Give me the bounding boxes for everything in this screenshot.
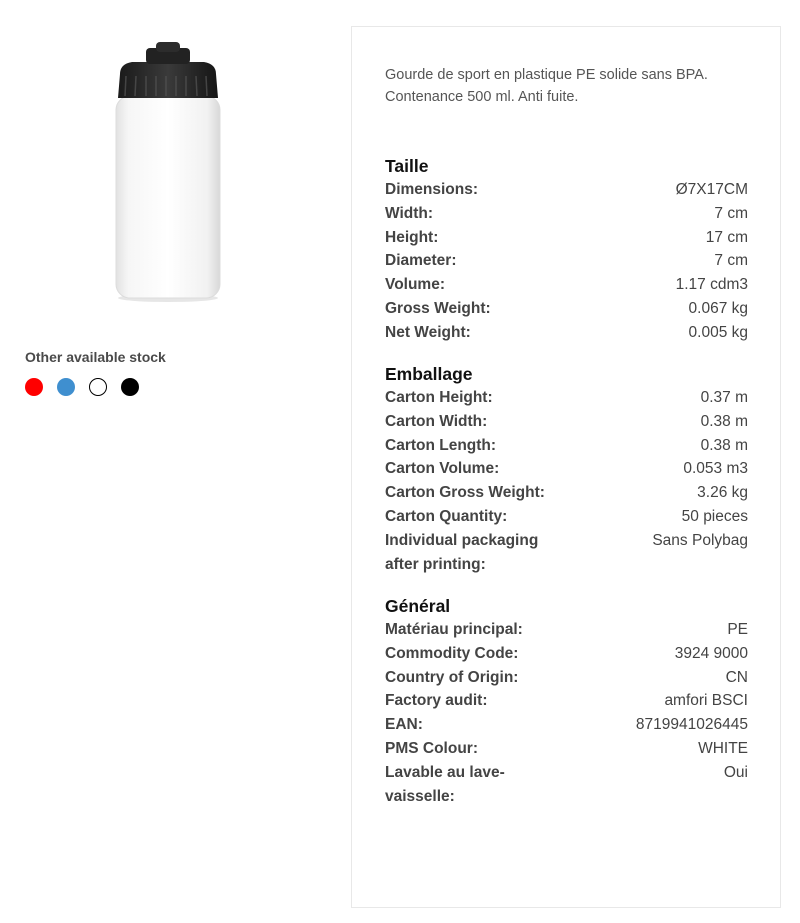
- spec-value: 17 cm: [705, 228, 748, 246]
- spec-row: [385, 386, 748, 410]
- spec-row: [385, 529, 748, 577]
- spec-value: 0.005 kg: [688, 323, 748, 341]
- swatch-red[interactable]: [25, 378, 43, 396]
- spec-label: Height:: [385, 228, 439, 246]
- spec-label: Commodity Code:: [385, 644, 519, 662]
- spec-label: Country of Origin:: [385, 668, 519, 686]
- spec-label: Carton Quantity:: [385, 507, 508, 525]
- spec-label: Carton Height:: [385, 389, 493, 406]
- spec-value: 0.067 kg: [688, 299, 748, 317]
- spec-row: [385, 481, 748, 505]
- spec-value: Ø7X17CM: [675, 181, 748, 198]
- spec-value: 1.17 cdm3: [675, 276, 748, 294]
- spec-value: 0.053 m3: [683, 460, 748, 478]
- product-description: Gourde de sport en plastique PE solide sans BPA. Contenance 500 ml. Anti fuite.: [385, 67, 708, 105]
- spec-row: [385, 297, 748, 321]
- spec-value: 3924 9000: [674, 644, 748, 662]
- spec-row: [385, 434, 748, 458]
- swatch-black[interactable]: [121, 378, 139, 396]
- spec-label: EAN:: [385, 716, 423, 734]
- spec-label: Gross Weight:: [385, 299, 491, 317]
- spec-row: [385, 249, 748, 273]
- spec-row: [385, 505, 748, 529]
- spec-value: 3.26 kg: [697, 484, 748, 502]
- spec-label: Net Weight:: [385, 323, 471, 341]
- spec-value: 0.38 m: [700, 436, 748, 454]
- spec-row: [385, 410, 748, 434]
- spec-label: Carton Gross Weight:: [385, 484, 545, 502]
- product-image: [108, 40, 228, 305]
- section-title: Taille: [385, 156, 429, 176]
- spec-label: Carton Volume:: [385, 460, 500, 478]
- spec-label: Volume:: [385, 276, 445, 294]
- spec-row: [385, 226, 748, 250]
- section-general: [385, 594, 748, 808]
- spec-label: Dimensions:: [385, 181, 479, 198]
- spec-label: Carton Length:: [385, 436, 497, 454]
- spec-label: Lavable au lave-vaisselle:: [385, 763, 505, 805]
- section-title: Emballage: [385, 364, 473, 384]
- spec-value: Sans Polybag: [652, 531, 748, 549]
- section-taille: [385, 154, 748, 345]
- spec-value: 7 cm: [714, 252, 748, 270]
- spec-value: 8719941026445: [635, 716, 748, 734]
- spec-row: [385, 761, 748, 809]
- spec-value: 7 cm: [714, 204, 748, 222]
- spec-label: Individual packaging after printing:: [385, 531, 539, 573]
- spec-label: PMS Colour:: [385, 739, 478, 757]
- spec-value: amfori BSCI: [664, 692, 748, 710]
- spec-row: [385, 666, 748, 690]
- color-swatches: [25, 378, 139, 396]
- spec-row: [385, 273, 748, 297]
- spec-label: Factory audit:: [385, 692, 488, 710]
- spec-label: Diameter:: [385, 252, 457, 270]
- spec-label: Matériau principal:: [385, 621, 523, 638]
- spec-panel: [351, 26, 781, 908]
- spec-label: Carton Width:: [385, 412, 488, 430]
- spec-value: CN: [725, 668, 748, 686]
- spec-row: [385, 737, 748, 761]
- spec-row: [385, 178, 748, 202]
- section-title: Général: [385, 596, 451, 616]
- spec-value: Oui: [723, 763, 748, 781]
- spec-row: [385, 321, 748, 345]
- spec-row: [385, 713, 748, 737]
- swatch-blue[interactable]: [57, 378, 75, 396]
- spec-value: 0.38 m: [700, 412, 748, 430]
- spec-row: [385, 689, 748, 713]
- spec-row: [385, 642, 748, 666]
- spec-value: WHITE: [698, 739, 748, 757]
- section-emballage: [385, 362, 748, 576]
- spec-value: 50 pieces: [681, 507, 748, 525]
- spec-row: [385, 202, 748, 226]
- spec-row: [385, 618, 748, 642]
- stock-title: Other available stock: [25, 349, 166, 365]
- spec-row: [385, 457, 748, 481]
- swatch-white[interactable]: [89, 378, 107, 396]
- spec-label: Width:: [385, 204, 434, 222]
- spec-value: 0.37 m: [700, 389, 748, 406]
- spec-value: PE: [727, 621, 748, 638]
